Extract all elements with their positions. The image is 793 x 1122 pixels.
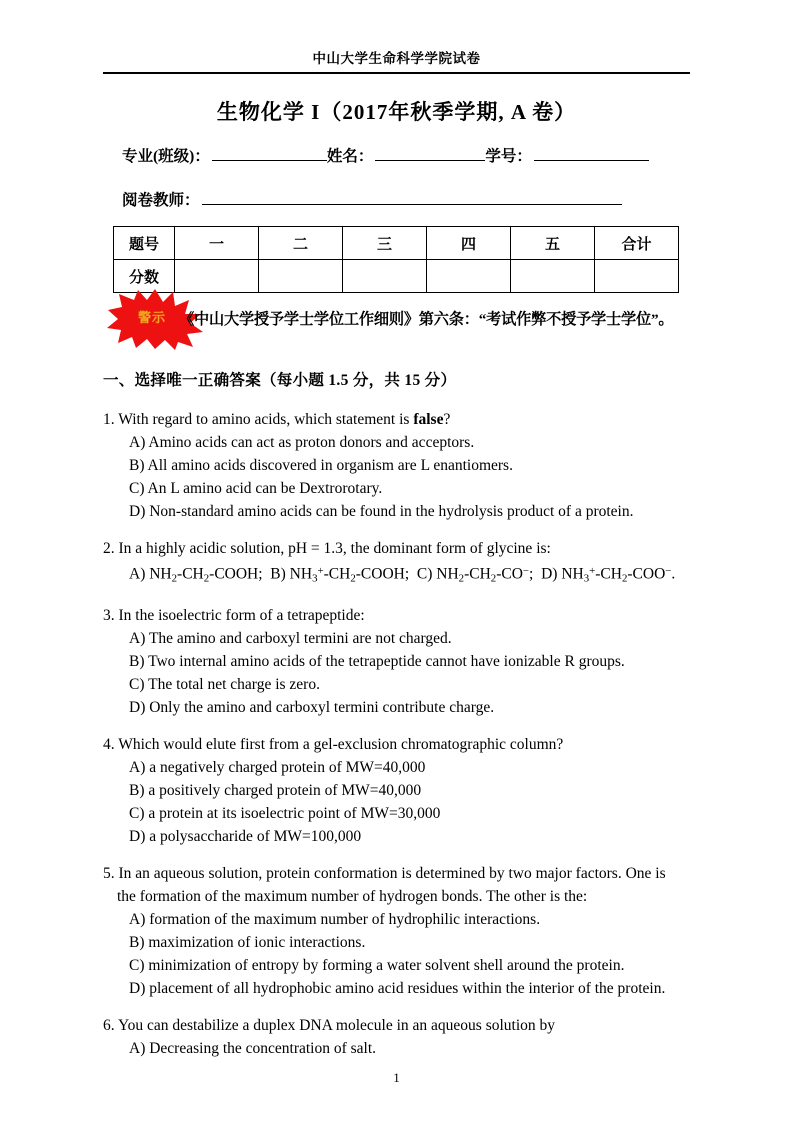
question-4-stem	[103, 733, 698, 756]
table-row-question-numbers	[114, 227, 679, 260]
question-3-option-a[interactable]: A) The amino and carboxyl termini are not charged.	[129, 630, 452, 648]
row-label-question: 题号	[114, 227, 175, 260]
question-5-stem-continuation: the formation of the maximum number of hydrogen bonds. The other is the:	[117, 888, 588, 906]
question-1-tail: ?	[443, 411, 451, 428]
question-5	[103, 862, 698, 1000]
column-header-3: 三	[343, 227, 427, 260]
teacher-field[interactable]	[202, 189, 622, 205]
question-5-text: In an aqueous solution, protein conformation is determined by two major factors. One is	[118, 865, 666, 883]
question-3-number: 3.	[103, 607, 115, 625]
question-4-text: Which would elute first from a gel-exclusion chromatographic column?	[118, 736, 564, 754]
name-field[interactable]	[375, 145, 485, 161]
question-3-stem	[103, 604, 698, 627]
student-id-field[interactable]	[534, 145, 649, 161]
student-id-label: 学号：	[485, 148, 532, 165]
question-1-option-b[interactable]: B) All amino acids discovered in organism are L enantiomers.	[129, 457, 513, 474]
column-header-1: 一	[175, 227, 259, 260]
question-4	[103, 733, 698, 848]
page-title: 生物化学 I（2017年秋季学期, A 卷）	[216, 100, 577, 124]
question-2-number: 2.	[103, 540, 115, 557]
column-header-2: 二	[259, 227, 343, 260]
major-label: 专业(班级)：	[122, 148, 210, 165]
warning-notice	[103, 288, 703, 350]
column-header-total: 合计	[595, 227, 679, 260]
question-3-text: In the isoelectric form of a tetrapeptide:	[118, 607, 365, 625]
question-1	[103, 408, 698, 523]
question-1-text: With regard to amino acids, which statement is	[118, 411, 414, 428]
question-2-stem	[103, 537, 698, 560]
question-6-number: 6.	[103, 1017, 115, 1035]
teacher-label: 阅卷教师：	[122, 192, 200, 209]
name-label: 姓名：	[326, 148, 374, 165]
question-3-option-c[interactable]: C) The total net charge is zero.	[129, 676, 320, 694]
warning-text: 《中山大学授予学士学位工作细则》第六条：“考试作弊不授予学士学位”。	[179, 311, 674, 328]
student-info-row	[122, 144, 649, 166]
question-5-option-d[interactable]: D) placement of all hydrophobic amino acid residues within the interior of the protein.	[129, 980, 666, 998]
question-2-options-formula[interactable]: A) $NH_2-CH_2$-COOH; B) $NH_3^+-CH_2$-COOH; C) $NH_2-CH_2-CO^-$; D) $NH_3^+-CH_2-COO^-$.	[129, 565, 676, 585]
question-1-emphasis: false	[413, 411, 444, 428]
question-6-option-a[interactable]: A) Decreasing the concentration of salt.	[129, 1040, 377, 1058]
section-heading: 一、选择唯一正确答案（每小题 1.5 分，共 15 分）	[103, 372, 457, 389]
question-4-option-a[interactable]: A) a negatively charged protein of MW=40,000	[129, 759, 426, 777]
question-1-option-d[interactable]: D) Non-standard amino acids can be found in the hydrolysis product of a protein.	[129, 503, 634, 520]
question-1-number: 1.	[103, 411, 115, 428]
question-4-option-c[interactable]: C) a protein at its isoelectric point of MW=30,000	[129, 805, 441, 823]
question-4-option-d[interactable]: D) a polysaccharide of MW=100,000	[129, 828, 362, 846]
question-5-stem	[103, 862, 698, 908]
question-5-option-c[interactable]: C) minimization of entropy by forming a water solvent shell around the protein.	[129, 957, 625, 975]
question-5-number: 5.	[103, 865, 115, 883]
column-header-4: 四	[427, 227, 511, 260]
major-field[interactable]	[212, 145, 327, 161]
question-1-stem	[103, 408, 698, 431]
page-number: 1	[393, 1070, 400, 1085]
question-5-option-b[interactable]: B) maximization of ionic interactions.	[129, 934, 366, 952]
column-header-5: 五	[511, 227, 595, 260]
teacher-info-row	[122, 188, 622, 210]
question-2	[103, 537, 698, 590]
question-5-option-a[interactable]: A) formation of the maximum number of hydrophilic interactions.	[129, 911, 541, 929]
question-6-text: You can destabilize a duplex DNA molecule in an aqueous solution by	[117, 1017, 556, 1035]
question-1-option-c[interactable]: C) An L amino acid can be Dextrorotary.	[129, 480, 383, 497]
header-rule	[103, 72, 690, 74]
question-4-option-b[interactable]: B) a positively charged protein of MW=40,000	[129, 782, 422, 800]
question-4-number: 4.	[103, 736, 115, 754]
row-label-score: 分数	[114, 260, 175, 293]
score-table	[113, 226, 679, 293]
exam-body	[103, 368, 698, 1074]
running-head: 中山大学生命科学学院试卷	[312, 51, 481, 66]
question-2-text: In a highly acidic solution, pH = 1.3, the dominant form of glycine is:	[118, 540, 551, 557]
question-3	[103, 604, 698, 719]
question-6	[103, 1014, 698, 1060]
question-3-option-b[interactable]: B) Two internal amino acids of the tetrapeptide cannot have ionizable R groups.	[129, 653, 625, 671]
warning-badge-text: 警示	[137, 310, 166, 325]
question-3-option-d[interactable]: D) Only the amino and carboxyl termini contribute charge.	[129, 699, 495, 717]
page-header	[103, 50, 690, 74]
question-1-option-a[interactable]: A) Amino acids can act as proton donors and acceptors.	[129, 434, 475, 451]
question-6-stem	[103, 1014, 698, 1037]
